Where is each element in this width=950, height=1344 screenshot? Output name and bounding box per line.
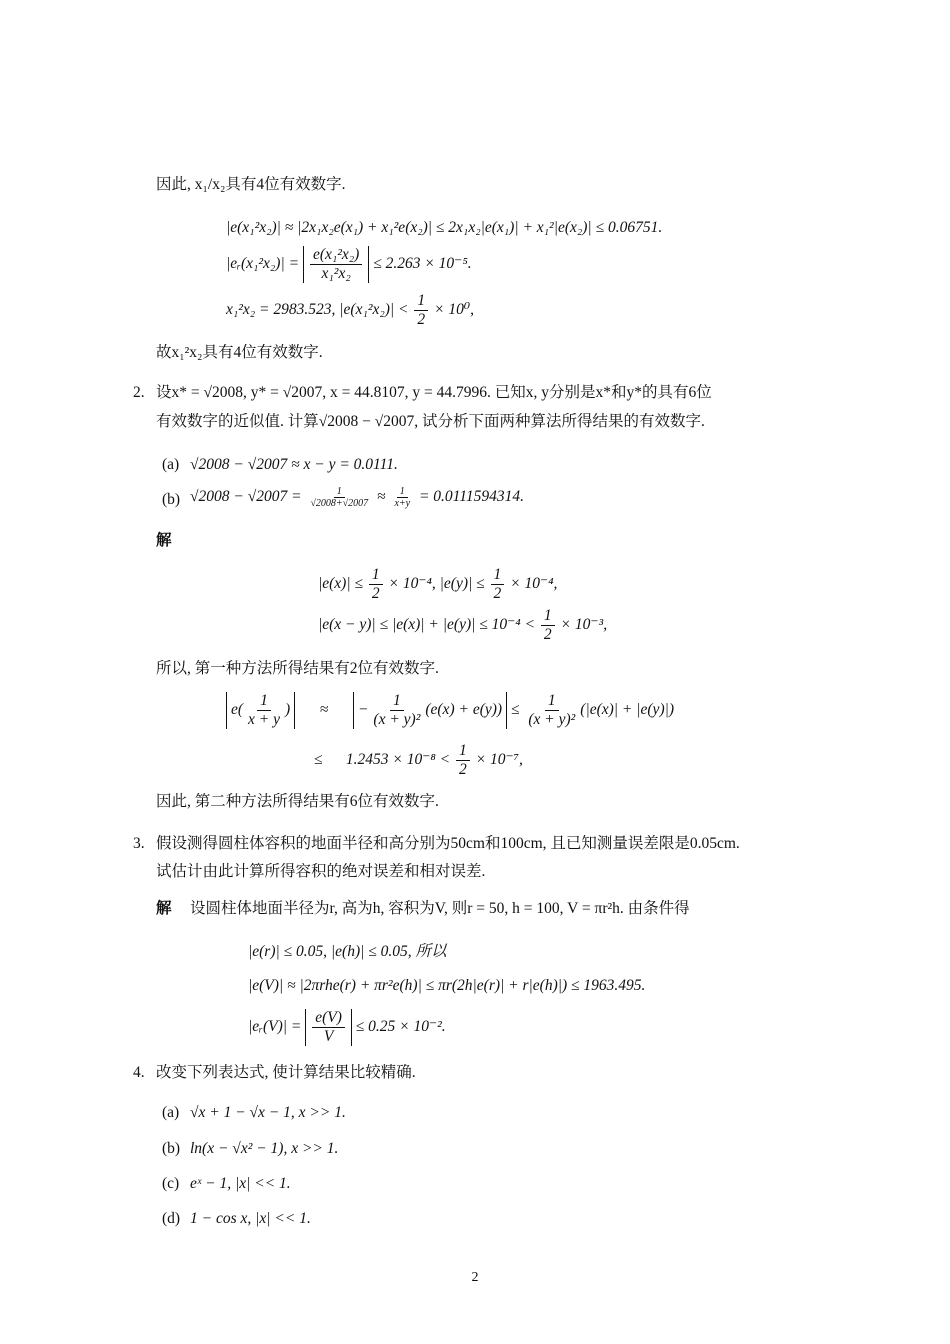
eq-rhs: ≤ 0.25 × 10⁻². xyxy=(355,1018,446,1036)
item-label: (a) xyxy=(162,1104,180,1121)
approx-sign: ≈ xyxy=(377,488,386,506)
frac-num: 1 xyxy=(545,692,559,711)
small-fraction xyxy=(307,486,371,509)
solution-eq1: |e(r)| ≤ 0.05, |e(h)| ≤ 0.05, 所以 xyxy=(248,943,447,960)
item-text: ln(x − √x² − 1), x >> 1. xyxy=(190,1140,339,1157)
frac-num: 1 xyxy=(390,692,404,711)
item-label: (b) xyxy=(162,1140,181,1157)
solution-eq2 xyxy=(318,607,607,644)
fraction-half xyxy=(369,566,383,603)
solution-eq1 xyxy=(318,566,557,603)
eq-rhs: × 10⁰, xyxy=(434,301,474,319)
frac-den: (x + y)² xyxy=(373,711,421,728)
frac-num: 1 xyxy=(369,566,383,585)
frac-den: (x + y)² xyxy=(528,711,576,728)
fraction xyxy=(245,692,283,729)
item-text: 1 − cos x, |x| << 1. xyxy=(190,1210,311,1227)
eq-part: |e(x − y)| ≤ |e(x)| + |e(y)| ≤ 10⁻⁴ < xyxy=(318,616,536,634)
eq-part: e( xyxy=(231,701,244,719)
eq-part: × 10⁻⁴, xyxy=(510,575,558,593)
item-label: (d) xyxy=(162,1210,181,1227)
frac-den: x+y xyxy=(394,498,411,509)
frac-num: 1 xyxy=(541,607,555,626)
frac-num: 1 xyxy=(414,292,428,311)
fraction-half xyxy=(456,742,470,779)
abs-bars xyxy=(303,246,369,283)
page-number: 2 xyxy=(471,1270,479,1285)
fraction xyxy=(525,692,578,729)
eq-part: 1.2453 × 10⁻⁸ < xyxy=(345,751,451,769)
problem-3-number: 3. xyxy=(133,835,145,852)
conclusion-method1: 所以, 第一种方法所得结果有2位有效数字. xyxy=(156,660,439,677)
item-text: √x + 1 − √x − 1, x >> 1. xyxy=(190,1104,346,1121)
frac-den: 2 xyxy=(417,311,426,328)
eq-part: × 10⁻³, xyxy=(560,616,608,634)
fraction xyxy=(310,246,362,283)
solution-label: 解 xyxy=(156,532,172,549)
eq-part: (|e(x)| + |e(y)|) xyxy=(580,701,675,719)
problem-2-number: 2. xyxy=(133,384,145,401)
eq-part: × 10⁻⁴, |e(y)| ≤ xyxy=(388,575,485,593)
eq-lhs: |eᵣ(V)| = xyxy=(248,1018,302,1036)
solution-eq4 xyxy=(314,742,523,779)
problem-3-line2: 试估计由此计算所得容积的绝对误差和相对误差. xyxy=(156,863,486,880)
frac-num: e(x₁²x₂) xyxy=(310,246,362,265)
fraction-half xyxy=(541,607,555,644)
solution-label: 解 xyxy=(156,900,172,917)
frac-den: 2 xyxy=(543,626,552,643)
item-text: eˣ − 1, |x| << 1. xyxy=(190,1175,291,1192)
frac-num: 1 xyxy=(491,566,505,585)
eq-part: (e(x) + e(y)) xyxy=(425,701,503,719)
frac-den: √2008+√2007 xyxy=(310,498,369,509)
eq-part: − xyxy=(357,701,369,719)
frac-den: 2 xyxy=(371,585,380,602)
frac-num: 1 xyxy=(334,486,345,498)
solution-eq3 xyxy=(248,1009,446,1046)
problem-2-line1: 设x* = √2008, y* = √2007, x = 44.8107, y = 44.7996. 已知x, y分别是x*和y*的具有6位 xyxy=(156,384,712,401)
eq-part: ≤ xyxy=(314,751,323,769)
problem-3-line1: 假设测得圆柱体容积的地面半径和高分别为50cm和100cm, 且已知测量误差限是0.05cm. xyxy=(156,835,740,852)
equation-abs-error: |e(x₁²x₂)| ≈ |2x₁x₂e(x₁) + x₁²e(x₂)| ≤ 2x₁x₂|e(x₁)| + x₁²|e(x₂)| ≤ 0.06751. xyxy=(226,219,663,236)
conclusion-method2: 因此, 第二种方法所得结果有6位有效数字. xyxy=(156,793,439,810)
frac-num: e(V) xyxy=(312,1009,345,1028)
frac-den: 2 xyxy=(459,761,467,778)
frac-num: 1 xyxy=(257,692,271,711)
abs-bars xyxy=(305,1009,352,1046)
frac-den: x₁²x₂ xyxy=(321,265,351,282)
eq-lhs: √2008 − √2007 = xyxy=(190,488,302,506)
item-label: (c) xyxy=(162,1175,180,1192)
eq-lhs: |eᵣ(x₁²x₂)| = xyxy=(226,255,300,273)
conclusion-product: 故x₁²x₂具有4位有效数字. xyxy=(156,344,323,361)
problem-4-line1: 改变下列表达式, 使计算结果比较精确. xyxy=(156,1064,416,1081)
eq-part: ) xyxy=(285,701,291,719)
small-fraction xyxy=(391,486,413,509)
frac-num: 1 xyxy=(397,486,408,498)
eq-rhs: ≤ 2.263 × 10⁻⁵. xyxy=(373,255,472,273)
solution-text: 设圆柱体地面半径为r, 高为h, 容积为V, 则r = 50, h = 100, V = πr²h. 由条件得 xyxy=(190,900,690,917)
abs-bars xyxy=(226,692,295,729)
frac-den: V xyxy=(323,1028,334,1045)
eq-lhs: x₁²x₂ = 2983.523, |e(x₁²x₂)| < xyxy=(226,301,409,319)
solution-eq2: |e(V)| ≈ |2πrhe(r) + πr²e(h)| ≤ πr(2h|e(r)| + r|e(h)|) ≤ 1963.495. xyxy=(248,977,646,994)
item-b-label: (b) xyxy=(162,491,181,508)
item-a-text: √2008 − √2007 ≈ x − y = 0.0111. xyxy=(190,456,398,473)
conclusion-division: 因此, x₁/x₂具有4位有效数字. xyxy=(156,176,346,193)
eq-part: ≤ xyxy=(510,701,520,719)
item-b-text xyxy=(190,486,524,509)
frac-den: 2 xyxy=(493,585,502,602)
eq-part: |e(x)| ≤ xyxy=(318,575,363,593)
abs-bars xyxy=(353,692,507,729)
fraction xyxy=(370,692,423,729)
frac-num: 1 xyxy=(456,742,470,761)
equation-product-value xyxy=(226,292,474,329)
eq-rhs: = 0.0111594314. xyxy=(418,488,524,506)
fraction-half xyxy=(491,566,505,603)
solution-eq3 xyxy=(226,692,674,729)
equation-rel-error xyxy=(226,246,472,283)
frac-den: x + y xyxy=(248,711,281,728)
fraction xyxy=(312,1009,345,1046)
problem-2-line2: 有效数字的近似值. 计算√2008 − √2007, 试分析下面两种算法所得结果的有效数字. xyxy=(156,413,705,430)
item-a-label: (a) xyxy=(162,456,180,473)
approx-sign: ≈ xyxy=(319,701,329,719)
problem-4-number: 4. xyxy=(133,1064,145,1081)
eq-part: × 10⁻⁷, xyxy=(475,751,523,769)
fraction-half xyxy=(414,292,428,329)
